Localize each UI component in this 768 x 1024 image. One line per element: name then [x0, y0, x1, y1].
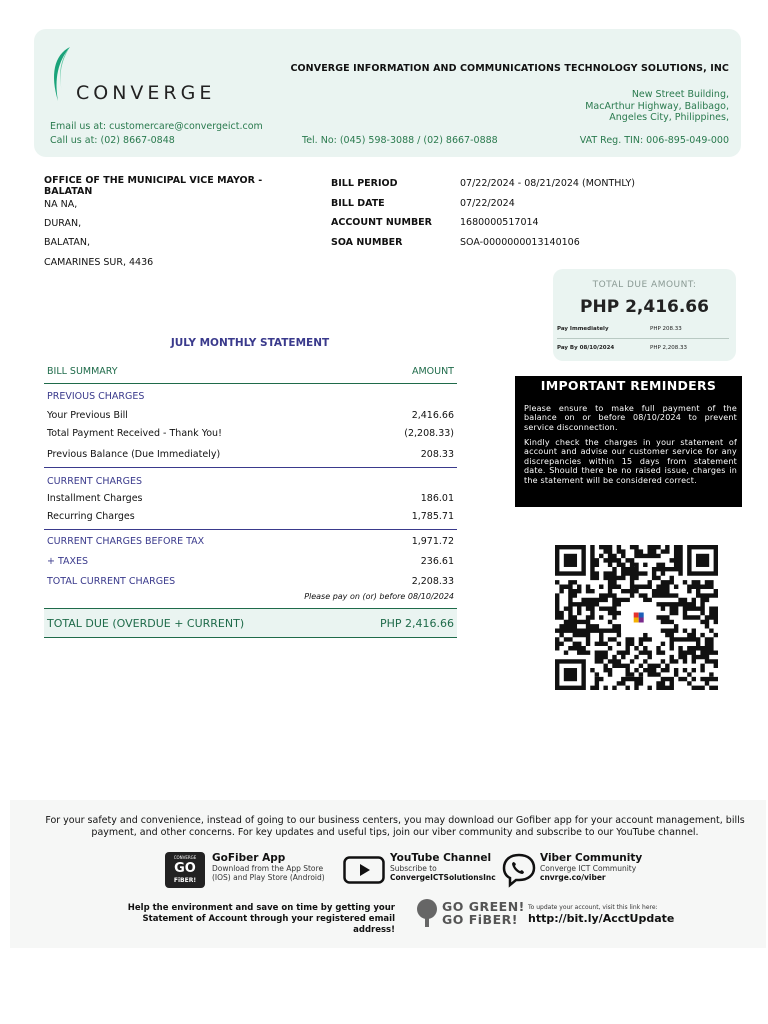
- total-current-value: 2,208.33: [411, 576, 454, 587]
- help-line: Statement of Account through your registered email address!: [142, 914, 395, 935]
- gofiber-sub: (IOS) and Play Store (Android): [212, 873, 325, 882]
- customer-name-cont: BALATAN: [44, 186, 93, 197]
- customer-address-line: CAMARINES SUR, 4436: [44, 257, 154, 268]
- qr-code-image: [555, 545, 718, 690]
- bill-summary-col: BILL SUMMARY: [47, 366, 118, 377]
- qr-center-logo-icon: [634, 613, 639, 618]
- logo-swoosh-icon: [48, 45, 78, 103]
- call-contact: Call us at: (02) 8667-0848: [50, 135, 175, 146]
- badge-fiber-text: FiBER!: [173, 877, 197, 884]
- youtube-info[interactable]: [390, 852, 496, 882]
- go-fiber-text: GO FiBER!: [442, 912, 518, 927]
- total-due-box: [553, 269, 736, 361]
- go-green-message: [110, 903, 395, 936]
- update-label: To update your account, visit this link here:: [528, 904, 658, 911]
- help-line: Help the environment and save on time by getting your: [127, 903, 395, 913]
- customer-address-line: NA NA,: [44, 199, 78, 210]
- amount-col: AMOUNT: [411, 366, 454, 377]
- statement-header: [34, 29, 741, 157]
- previous-balance-value: 208.33: [420, 449, 454, 460]
- reminder-paragraph: Kindly check the charges in your statement of account and advise our customer service for any discrepancies within 15 days from statement date. Should there be no raised issue, charges in the statement will be considered correct.: [524, 438, 737, 485]
- pay-immediately-value: PHP 208.33: [650, 326, 682, 332]
- divider: [44, 383, 457, 384]
- previous-charges-label: PREVIOUS CHARGES: [47, 391, 145, 402]
- payment-value: (2,208.33): [404, 428, 454, 439]
- qr-code: [555, 545, 718, 690]
- viber-title: Viber Community: [540, 852, 643, 864]
- qr-finder: [696, 554, 709, 567]
- company-name: CONVERGE INFORMATION AND COMMUNICATIONS TECHNOLOGY SOLUTIONS, INC: [290, 63, 729, 74]
- youtube-channel-name: ConvergeICTSolutionsInc: [390, 873, 496, 882]
- viber-info[interactable]: [540, 852, 642, 882]
- installment-value: 186.01: [420, 493, 454, 504]
- youtube-sub: Subscribe to: [390, 864, 437, 873]
- customer-name: OFFICE OF THE MUNICIPAL VICE MAYOR -: [44, 175, 263, 186]
- account-number-label: ACCOUNT NUMBER: [331, 217, 432, 228]
- divider: [44, 529, 457, 530]
- previous-bill-value: 2,416.66: [411, 410, 454, 421]
- account-update-link[interactable]: http://bit.ly/AcctUpdate: [528, 912, 675, 925]
- address-line: Angeles City, Philippines,: [609, 112, 729, 123]
- divider: [557, 338, 729, 339]
- taxes-label: + TAXES: [47, 556, 89, 567]
- pay-by-label: Pay By 08/10/2024: [557, 345, 615, 351]
- total-due-label-band: TOTAL DUE (OVERDUE + CURRENT): [47, 617, 245, 630]
- bill-period-value: 07/22/2024 - 08/21/2024 (MONTHLY): [460, 178, 635, 189]
- address-line: MacArthur Highway, Balibago,: [585, 100, 729, 112]
- customer-address-line: BALATAN,: [44, 237, 90, 248]
- viber-sub: Converge ICT Community: [540, 864, 637, 873]
- total-due-amount: PHP 2,416.66: [580, 297, 709, 317]
- tree-icon: [415, 899, 439, 927]
- bill-date-value: 07/22/2024: [460, 198, 515, 209]
- vat-reg: VAT Reg. TIN: 006-895-049-000: [579, 135, 729, 146]
- account-number-value: 1680000517014: [460, 217, 539, 228]
- pay-before-note: Please pay on (or) before 08/10/2024: [304, 592, 454, 601]
- logo-text: CONVERGE: [76, 82, 216, 104]
- qr-finder: [564, 668, 577, 681]
- total-due-label: TOTAL DUE AMOUNT:: [592, 280, 697, 290]
- bill-date-label: BILL DATE: [331, 198, 385, 209]
- previous-bill-label: Your Previous Bill: [47, 410, 128, 421]
- converge-logo: [48, 45, 218, 103]
- go-green-logo: [415, 899, 525, 929]
- gofiber-sub: Download from the App Store: [212, 864, 324, 873]
- qr-center-logo-icon: [634, 618, 639, 623]
- youtube-icon: [343, 856, 385, 888]
- recurring-value: 1,785.71: [411, 511, 454, 522]
- divider: [44, 467, 457, 468]
- go-green-text: GO GREEN!: [442, 899, 525, 914]
- total-due-value-band: PHP 2,416.66: [379, 617, 454, 630]
- pay-by-value: PHP 2,208.33: [650, 345, 688, 351]
- previous-balance-label: Previous Balance (Due Immediately): [47, 449, 221, 460]
- qr-finder: [564, 554, 577, 567]
- total-current-label: TOTAL CURRENT CHARGES: [47, 576, 176, 587]
- payment-label: Total Payment Received - Thank You!: [47, 428, 222, 439]
- email-contact: Email us at: customercare@convergeict.com: [50, 121, 263, 132]
- recurring-label: Recurring Charges: [47, 511, 135, 522]
- reminder-paragraph: Please ensure to make full payment of the balance on or before 08/10/2024 to prevent service disconnection.: [524, 404, 737, 432]
- gofiber-app-icon: [165, 852, 205, 888]
- soa-number-label: SOA NUMBER: [331, 237, 403, 248]
- gofiber-info[interactable]: [212, 852, 325, 882]
- gofiber-title: GoFiber App: [212, 852, 286, 864]
- soa-number-value: SOA-0000000013140106: [460, 237, 580, 248]
- total-due-band: [44, 608, 457, 638]
- qr-center-logo-icon: [639, 618, 644, 623]
- badge-go-text: GO: [174, 861, 196, 876]
- current-charges-label: CURRENT CHARGES: [47, 476, 142, 487]
- before-tax-label: CURRENT CHARGES BEFORE TAX: [47, 536, 205, 547]
- taxes-value: 236.61: [420, 556, 454, 567]
- footer-panel: [10, 800, 766, 948]
- company-address: [585, 89, 729, 124]
- address-line: New Street Building,: [631, 89, 729, 100]
- before-tax-value: 1,971.72: [411, 536, 454, 547]
- viber-icon: [501, 852, 537, 892]
- bill-period-label: BILL PERIOD: [331, 178, 398, 189]
- tel-contact: Tel. No: (045) 598-3088 / (02) 8667-0888: [302, 135, 498, 146]
- badge-top-text: CONVERGE: [173, 855, 197, 860]
- important-reminders: [515, 376, 742, 507]
- qr-center-logo-icon: [639, 613, 644, 618]
- viber-link: cnvrge.co/viber: [540, 873, 606, 882]
- footer-paragraph: For your safety and convenience, instead of going to our business centers, you may download our Gofiber app for your account management, bills payment, and other concerns. For key updates and useful tips, join our viber community and subscribe to our YouTube channel.: [45, 815, 745, 838]
- reminders-title: IMPORTANT REMINDERS: [540, 378, 717, 393]
- youtube-title: YouTube Channel: [390, 852, 492, 864]
- customer-address-line: DURAN,: [44, 218, 82, 229]
- statement-title: JULY MONTHLY STATEMENT: [170, 337, 330, 349]
- pay-immediately-label: Pay Immediately: [557, 326, 609, 332]
- installment-label: Installment Charges: [47, 493, 143, 504]
